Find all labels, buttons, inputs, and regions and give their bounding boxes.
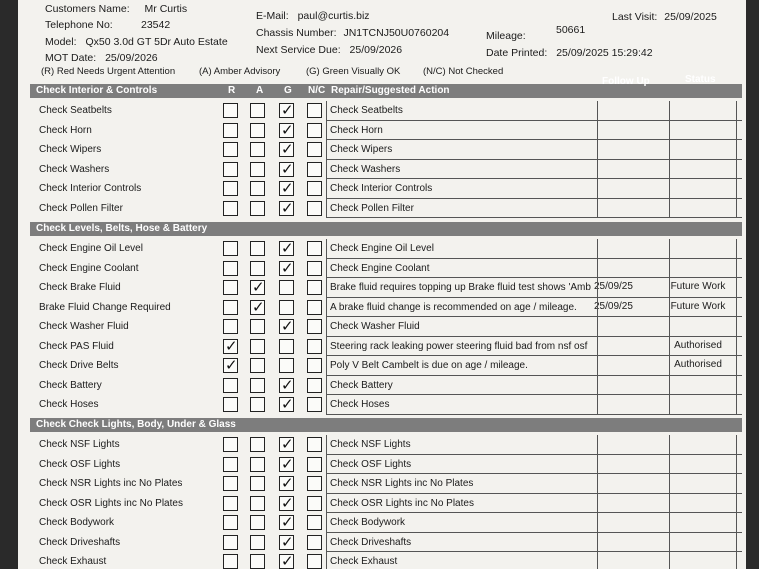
chassis-field [256, 27, 449, 39]
checkbox-nc[interactable] [307, 142, 322, 157]
checklist-row [30, 121, 742, 141]
checkbox-a[interactable] [250, 201, 265, 216]
mileage-value: 50661 [556, 24, 586, 36]
last-visit-field [612, 11, 717, 23]
row-divider [326, 217, 742, 218]
checkbox-r[interactable] [223, 339, 238, 354]
checkbox-a[interactable] [250, 241, 265, 256]
row-divider [326, 414, 742, 415]
checklist-row [30, 435, 742, 455]
checkbox-g[interactable] [279, 142, 294, 157]
checkbox-r[interactable] [223, 261, 238, 276]
checkbox-nc[interactable] [307, 554, 322, 569]
legend-amber: (A) Amber Advisory [199, 66, 281, 77]
checkbox-r[interactable] [223, 457, 238, 472]
checkbox-r[interactable] [223, 319, 238, 334]
checkbox-g[interactable] [279, 280, 294, 295]
legend-red: (R) Red Needs Urgent Attention [41, 66, 176, 77]
email-value: paul@curtis.biz [297, 10, 370, 22]
checklist-row [30, 552, 742, 569]
check-item-label: Check Exhaust [39, 556, 107, 567]
check-item-label: Check OSF Lights [39, 458, 121, 470]
section-header [30, 74, 742, 98]
checkbox-a[interactable] [250, 142, 265, 157]
check-item-label: Check Wipers [39, 144, 102, 155]
checkbox-nc[interactable] [307, 476, 322, 491]
inspection-sheet [18, 0, 746, 569]
checkbox-g[interactable] [279, 201, 294, 216]
checkbox-nc[interactable] [307, 103, 322, 118]
checklist-row [30, 513, 742, 533]
mot-label: MOT Date: [45, 52, 97, 64]
checkbox-g[interactable] [279, 437, 294, 452]
checklist-row [30, 179, 742, 199]
checkbox-a[interactable] [250, 437, 265, 452]
next-service-field [256, 44, 402, 56]
checkbox-r[interactable] [223, 300, 238, 315]
check-item-label: Check Engine Coolant [39, 262, 139, 274]
checkbox-a[interactable] [250, 280, 265, 295]
checkbox-g[interactable] [279, 162, 294, 177]
check-item-label: Check Washer Fluid [39, 321, 129, 332]
checkbox-a[interactable] [250, 300, 265, 315]
checkbox-a[interactable] [250, 554, 265, 569]
checkbox-nc[interactable] [307, 280, 322, 295]
checkbox-g[interactable] [279, 339, 294, 354]
right-border [736, 239, 737, 415]
check-item-label: Check Driveshafts [39, 536, 121, 548]
status-column-divider [669, 101, 670, 218]
customer-name-value: Mr Curtis [144, 3, 188, 15]
checklist-row [30, 395, 742, 415]
mileage-label: Mileage: [486, 30, 526, 42]
suggested-action: Check Exhaust [330, 556, 398, 567]
checkbox-g[interactable] [279, 241, 294, 256]
suggested-action: Check Engine Oil Level [330, 243, 434, 254]
checkbox-nc[interactable] [307, 261, 322, 276]
checklist-row [30, 455, 742, 475]
suggested-action: Check Pollen Filter [330, 202, 414, 214]
action-column-divider [326, 239, 327, 415]
checkbox-g[interactable] [279, 358, 294, 373]
checkbox-nc[interactable] [307, 123, 322, 138]
suggested-action: Check NSF Lights [330, 439, 411, 450]
follow-up-column-divider [597, 435, 598, 569]
check-item-label: Check NSR Lights inc No Plates [39, 478, 183, 489]
checkbox-g[interactable] [279, 378, 294, 393]
date-printed-value: 25/09/2025 15:29:42 [556, 47, 653, 59]
customer-name-field [45, 3, 187, 15]
right-border [736, 101, 737, 218]
suggested-action: Check Battery [330, 379, 393, 391]
checkbox-g[interactable] [279, 123, 294, 138]
check-item-label: Check Pollen Filter [39, 202, 123, 214]
checkbox-r[interactable] [223, 162, 238, 177]
legend-not-checked: (N/C) Not Checked [423, 66, 504, 77]
suggested-action: Check OSR Lights inc No Plates [330, 497, 474, 509]
section-header [30, 418, 742, 432]
checkbox-nc[interactable] [307, 535, 322, 550]
checklist-row [30, 259, 742, 279]
checklist-row [30, 140, 742, 160]
last-visit-value: 25/09/2025 [664, 11, 717, 23]
checklist-row [30, 317, 742, 337]
follow-up-column-divider [597, 101, 598, 218]
column-header-g: G [284, 85, 292, 96]
suggested-action: Steering rack leaking power steering fluid bad from nsf osf [330, 340, 588, 352]
action-column-divider [326, 435, 327, 569]
checkbox-g[interactable] [279, 496, 294, 511]
status-column-divider [669, 239, 670, 415]
checkbox-r[interactable] [223, 378, 238, 393]
model-label: Model: [45, 36, 77, 48]
suggested-action: A brake fluid change is recommended on age / mileage. [330, 301, 577, 313]
checkbox-r[interactable] [223, 123, 238, 138]
column-header-follow-up: Follow Up [602, 76, 650, 87]
checkbox-r[interactable] [223, 496, 238, 511]
last-visit-label: Last Visit: [612, 11, 658, 23]
right-border [736, 435, 737, 569]
checkbox-r[interactable] [223, 142, 238, 157]
checkbox-g[interactable] [279, 397, 294, 412]
checklist-row [30, 533, 742, 553]
checkbox-a[interactable] [250, 496, 265, 511]
follow-up-column-divider [597, 239, 598, 415]
checkbox-nc[interactable] [307, 201, 322, 216]
telephone-field [45, 19, 171, 31]
email-label: E-Mail: [256, 10, 289, 22]
checkbox-g[interactable] [279, 319, 294, 334]
checkbox-a[interactable] [250, 476, 265, 491]
suggested-action: Check Hoses [330, 399, 390, 410]
checkbox-a[interactable] [250, 181, 265, 196]
checkbox-nc[interactable] [307, 457, 322, 472]
checklist-row [30, 239, 742, 259]
checkbox-nc[interactable] [307, 437, 322, 452]
checkbox-nc[interactable] [307, 378, 322, 393]
suggested-action: Poly V Belt Cambelt is due on age / mileage. [330, 360, 528, 371]
status-value: Authorised [674, 339, 722, 351]
section-title: Check Check Lights, Body, Under & Glass [36, 419, 236, 430]
check-item-label: Check OSR Lights inc No Plates [39, 497, 183, 509]
checkbox-nc[interactable] [307, 241, 322, 256]
checkbox-nc[interactable] [307, 300, 322, 315]
checkbox-r[interactable] [223, 437, 238, 452]
checkbox-r[interactable] [223, 103, 238, 118]
follow-up-date: 25/09/25 [594, 281, 633, 292]
column-header-action: Repair/Suggested Action [331, 85, 450, 96]
suggested-action: Check Wipers [330, 144, 393, 155]
checklist-row [30, 376, 742, 396]
checkbox-r[interactable] [223, 181, 238, 196]
checkbox-r[interactable] [223, 358, 238, 373]
checkbox-r[interactable] [223, 554, 238, 569]
suggested-action: Brake fluid requires topping up Brake fluid test shows 'Amb [330, 282, 591, 293]
suggested-action: Check Driveshafts [330, 536, 412, 548]
chassis-label: Chassis Number: [256, 27, 337, 39]
chassis-value: JN1TCNJ50U0760204 [343, 27, 450, 39]
checkbox-a[interactable] [250, 339, 265, 354]
mileage-field [486, 24, 586, 42]
checkbox-a[interactable] [250, 535, 265, 550]
mot-value: 25/09/2026 [105, 52, 158, 64]
checkbox-a[interactable] [250, 457, 265, 472]
mot-field [45, 52, 158, 64]
model-value: Qx50 3.0d GT 5Dr Auto Estate [85, 36, 228, 48]
model-field [45, 36, 228, 48]
next-service-value: 25/09/2026 [349, 44, 403, 56]
suggested-action: Check Horn [330, 124, 383, 136]
checklist-row [30, 474, 742, 494]
column-header-status: Status [685, 74, 716, 85]
telephone-label: Telephone No: [45, 19, 113, 31]
check-item-label: Check Seatbelts [39, 105, 112, 116]
checkbox-r[interactable] [223, 535, 238, 550]
checkbox-nc[interactable] [307, 339, 322, 354]
checklist-row [30, 494, 742, 514]
checklist-row [30, 337, 742, 357]
check-item-label: Check Battery [39, 379, 102, 391]
checkbox-g[interactable] [279, 535, 294, 550]
checklist-row [30, 278, 742, 298]
status-column-divider [669, 435, 670, 569]
checklist-row [30, 298, 742, 318]
date-printed-label: Date Printed: [486, 47, 548, 59]
checkbox-r[interactable] [223, 515, 238, 530]
checkbox-r[interactable] [223, 397, 238, 412]
legend-green: (G) Green Visually OK [306, 66, 401, 77]
column-header-nc: N/C [308, 85, 326, 96]
checklist-row [30, 160, 742, 180]
checkbox-g[interactable] [279, 300, 294, 315]
suggested-action: Check Washers [330, 163, 401, 175]
section-title: Check Interior & Controls [36, 85, 158, 96]
status-value: Authorised [674, 359, 722, 370]
checkbox-nc[interactable] [307, 181, 322, 196]
checkbox-g[interactable] [279, 457, 294, 472]
status-value: Future Work [670, 300, 726, 312]
check-item-label: Check Drive Belts [39, 360, 119, 371]
checkbox-r[interactable] [223, 241, 238, 256]
checkbox-a[interactable] [250, 103, 265, 118]
checkbox-a[interactable] [250, 378, 265, 393]
column-header-a: A [256, 85, 264, 96]
checkbox-g[interactable] [279, 261, 294, 276]
suggested-action: Check Engine Coolant [330, 262, 430, 274]
suggested-action: Check Bodywork [330, 517, 406, 528]
checkbox-nc[interactable] [307, 515, 322, 530]
checkbox-nc[interactable] [307, 319, 322, 334]
checkbox-a[interactable] [250, 397, 265, 412]
checkbox-nc[interactable] [307, 397, 322, 412]
checkbox-g[interactable] [279, 181, 294, 196]
suggested-action: Check NSR Lights inc No Plates [330, 478, 474, 489]
telephone-value: 23542 [141, 19, 171, 31]
check-item-label: Brake Fluid Change Required [39, 301, 171, 313]
follow-up-date: 25/09/25 [594, 300, 633, 312]
suggested-action: Check OSF Lights [330, 458, 412, 470]
check-item-label: Check Engine Oil Level [39, 243, 143, 254]
checkbox-g[interactable] [279, 554, 294, 569]
checkbox-a[interactable] [250, 162, 265, 177]
check-item-label: Check Washers [39, 163, 110, 175]
check-item-label: Check Hoses [39, 399, 99, 410]
check-item-label: Check PAS Fluid [39, 340, 114, 352]
checkbox-a[interactable] [250, 515, 265, 530]
checkbox-a[interactable] [250, 123, 265, 138]
check-item-label: Check Interior Controls [39, 183, 142, 194]
suggested-action: Check Washer Fluid [330, 321, 420, 332]
check-item-label: Check Brake Fluid [39, 282, 121, 293]
status-value: Future Work [670, 281, 726, 292]
checkbox-g[interactable] [279, 103, 294, 118]
check-item-label: Check Horn [39, 124, 92, 136]
action-column-divider [326, 101, 327, 218]
checkbox-nc[interactable] [307, 162, 322, 177]
checkbox-g[interactable] [279, 515, 294, 530]
checklist-row [30, 199, 742, 219]
checkbox-a[interactable] [250, 261, 265, 276]
checkbox-a[interactable] [250, 358, 265, 373]
suggested-action: Check Seatbelts [330, 105, 403, 116]
check-item-label: Check Bodywork [39, 517, 115, 528]
checkbox-nc[interactable] [307, 358, 322, 373]
checklist-row [30, 101, 742, 121]
date-printed-field [486, 47, 653, 59]
section-header [30, 222, 742, 236]
column-header-r: R [228, 85, 236, 96]
customer-name-label: Customers Name: [45, 3, 130, 15]
checklist-row [30, 356, 742, 376]
section-title: Check Levels, Belts, Hose & Battery [36, 223, 208, 234]
email-field [256, 10, 370, 22]
check-item-label: Check NSF Lights [39, 439, 120, 450]
next-service-label: Next Service Due: [256, 44, 341, 56]
checkbox-r[interactable] [223, 201, 238, 216]
suggested-action: Check Interior Controls [330, 183, 433, 194]
checkbox-a[interactable] [250, 319, 265, 334]
checkbox-r[interactable] [223, 476, 238, 491]
checkbox-nc[interactable] [307, 496, 322, 511]
checkbox-g[interactable] [279, 476, 294, 491]
checkbox-r[interactable] [223, 280, 238, 295]
